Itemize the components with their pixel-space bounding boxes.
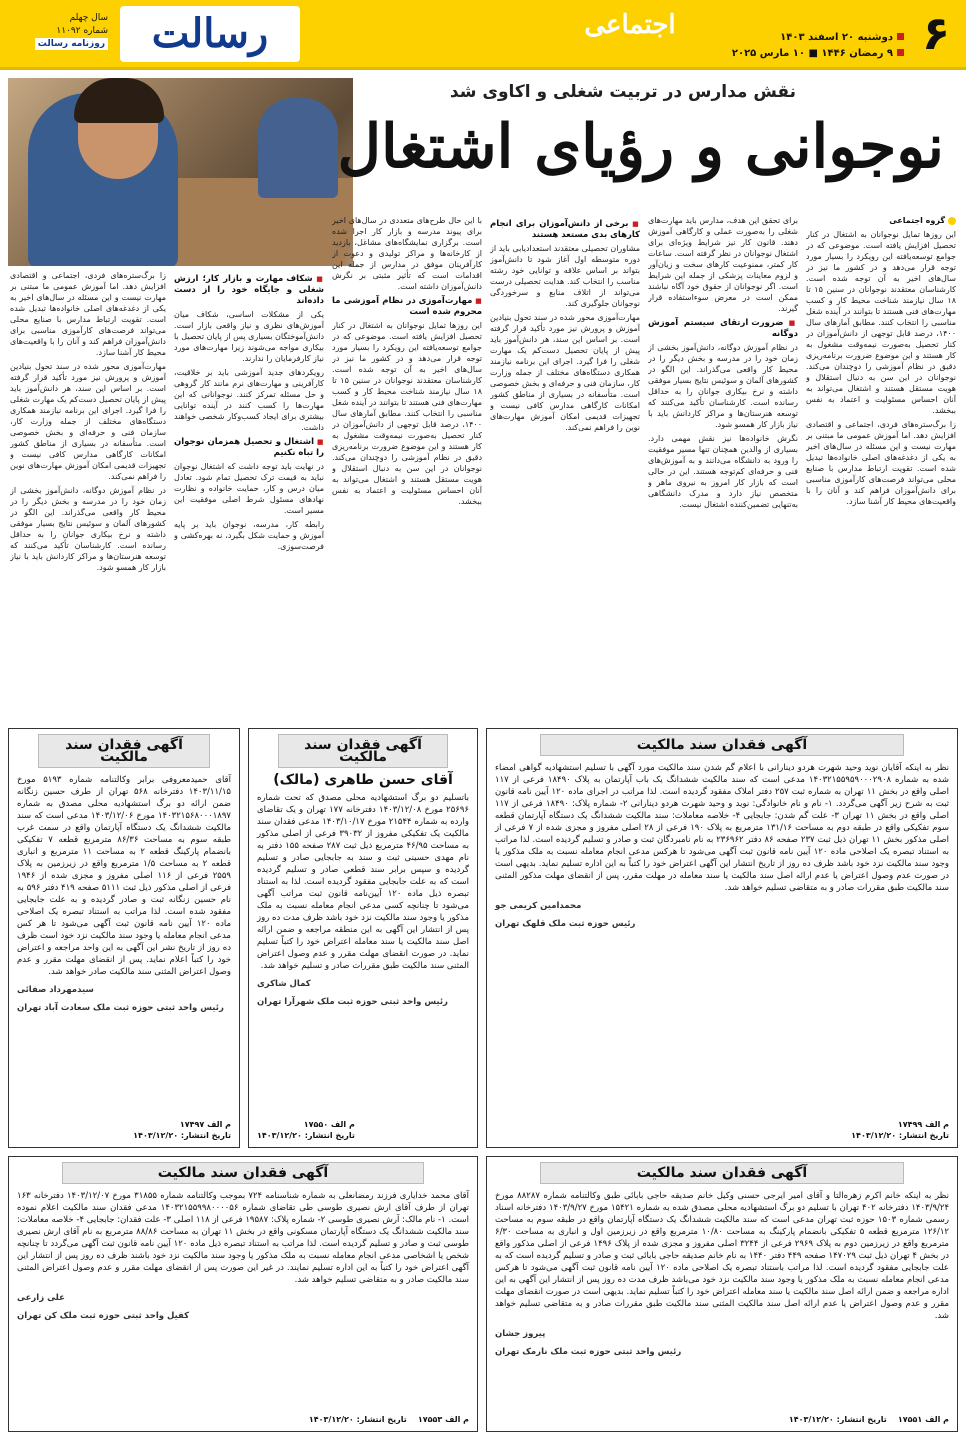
ad-signer-name: سیدمهرداد صفائی xyxy=(17,985,94,995)
ad-code: م الف ۱۷۵۵۳ xyxy=(417,1415,469,1424)
page-header xyxy=(0,0,966,70)
issue-dates xyxy=(732,30,904,62)
ad-subtitle: آقای حسن طاهری (مالک) xyxy=(273,772,453,788)
page-number: ۶ xyxy=(921,6,951,60)
column-text: این روزها تمایل نوجوانان به اشتغال در کنار تحصیل افزایش یافته است. موضوعی که در جوامع توسعه‌یافته این رویکرد را بسیار مورد توجه قرار می‌دهد و در کشور ما نیز در سال‌های اخیر به آن توجه شده است. کارشناسان معتقدند نوجوانان در سنین ۱۵ تا ۱۸ سال نیازمند شناخت محیط کار و کسب مهارت‌های فنی هستند تا بتوانند در آینده شغل مناسبی را انتخاب کنند. مطابق آمارهای سال ۱۴۰۰، درصد قابل توجهی از دانش‌آموزان در کنار تحصیل به‌صورت نیمه‌وقت مشغول به کار هستند و این موضوع ضرورت برنامه‌ریزی دقیق در نظام آموزشی را دوچندان می‌کند. نوجوانان در این سن به دنبال استقلال و هویت مستقل هستند و اشتغال می‌تواند به آنان احساس مسئولیت و اعتماد به نفس ببخشد. xyxy=(806,230,956,415)
column-text: رویکردهای جدید آموزشی باید بر خلاقیت، کارآفرینی و مهارت‌های نرم مانند کار گروهی و حل مسئله تمرکز کنند. نوجوانانی که این مهارت‌ها را کسب کنند در آینده توانایی بیشتری برای ایجاد کسب‌وکار شخصی خواهند داشت. xyxy=(174,368,324,432)
article-headline: نوجوانی و رؤیای اشتغال xyxy=(337,112,944,182)
column-text: برای تحقق این هدف، مدارس باید مهارت‌های شغلی را به‌صورت عملی و کارگاهی آموزش دهند. قانون کار نیز شرایط ویژه‌ای برای اشتغال نوجوانان در نظر گرفته است. ساعات کار کمتر، ممنوعیت کارهای سخت و زیان‌آور و لزوم معاینات پزشکی از جمله این شرایط است. اگر نوجوانان از حقوق خود آگاه نباشند ممکن است در معرض سوءاستفاده قرار گیرند. xyxy=(648,216,798,313)
legal-ad-4 xyxy=(486,1156,958,1432)
ad-footer xyxy=(257,1119,355,1141)
ad-title: آگهی فقدان سند مالکیت xyxy=(278,734,448,768)
column-text: در نهایت باید توجه داشت که اشتغال نوجوان نباید به قیمت ترک تحصیل تمام شود. تعادل میان درس و کار، حمایت خانواده و نظارت نهادهای مسئول شرط اصلی موفقیت این مسیر است. xyxy=(174,462,324,515)
ad-pub-date: تاریخ انتشار: ۱۴۰۳/۱۲/۲۰ xyxy=(851,1131,949,1140)
column-subheading: ■ ضرورت ارتقای سیستم آموزش دوگانه xyxy=(648,318,798,340)
column-subheading: ■ برخی از دانش‌آموزان برای انجام کارهای بدی مستعد هستند xyxy=(490,219,640,241)
ad-signer-name: محمدامین کریمی جو xyxy=(495,901,582,911)
ad-pub-date: تاریخ انتشار: ۱۴۰۳/۱۲/۲۰ xyxy=(257,1131,355,1140)
volume-label: سال چهلم xyxy=(69,13,108,23)
ad-pub-date: تاریخ انتشار: ۱۴۰۳/۱۲/۲۰ xyxy=(788,1415,887,1424)
mini-brand: روزنامه رسالت xyxy=(35,38,108,50)
ad-footer xyxy=(309,1414,469,1425)
article-kicker: نقش مدارس در تربیت شغلی و اکاوی شد xyxy=(449,82,796,102)
date-shamsi: دوشنبه ۲۰ اسفند ۱۴۰۳ xyxy=(780,32,893,43)
article-column-4 xyxy=(332,215,482,715)
legal-ad-1 xyxy=(486,728,958,1148)
article-column-2 xyxy=(648,215,798,715)
byline-icon xyxy=(948,217,956,225)
photo-student-hair xyxy=(74,78,164,123)
red-square-icon xyxy=(897,49,904,56)
newspaper-logo: رسالت xyxy=(120,6,300,62)
ad-body: آقای محمد خدایاری فرزند رمضانعلی به شماره شناسنامه ۷۲۴ بموجب وکالتنامه شماره ۳۱۸۵۵ مورخ ۱۴۰۳/۱۲/۰۷ دفترخانه ۱۶۳ تهران از طرف آقای ارش نصیری طوسی طی تقاضای شماره ۱۴۰۳۲۱۵۵۹۹۸۰۰۰۰۵۶ مدعی فقدان سند مالکیت اعلام نموده است. ۱- نام مالک: آرش نصیری طوسی ۲- شماره پلاک: ۱۹۵۸۷ فرعی از ۱۱۸ اصلی ۳- علت فقدان: جابجایی ۴- خلاصه معاملات: سند مالکیت ششدانگ یک دستگاه آپارتمان مسکونی واقع در بخش ۱۱ تهران به مساحت ۸۸/۸۶ مترمربع به نام آقای ارش نصیری طوسی ثبت و صادر و تسلیم گردیده است. لذا مراتب به استناد تبصره ذیل ماده ۱۲۰ آیین نامه قانون ثبت آگهی می‌گردد تا چنانچه شخص یا اشخاصی مدعی انجام معامله نسبت به ملک مذکور یا وجود سند مالکیت نزد خود باشند ظرف ده روز پس از انتشار این آگهی اعتراض خود را کتباً به این اداره تسلیم نمایند. در غیر این صورت پس از انقضای مهلت مقرر و عدم وصول اعتراض المثنی سند مالکیت صادر و به متقاضی تسلیم خواهد شد. xyxy=(17,1191,470,1285)
article-column-6 xyxy=(10,270,166,715)
legal-ad-2 xyxy=(248,728,478,1148)
ad-signer-title: رئیس واحد ثبتی حوزه ثبت ملک شهرآرا تهران xyxy=(257,997,448,1007)
ad-footer xyxy=(789,1414,949,1425)
section-title: اجتماعی xyxy=(584,10,676,40)
article-column-5 xyxy=(174,270,324,715)
issue-number: شماره ۱۱۰۹۲ xyxy=(56,26,108,36)
ad-title: آگهی فقدان سند مالکیت xyxy=(540,1162,903,1184)
column-text: این روزها تمایل نوجوانان به اشتغال در کنار تحصیل افزایش یافته است. موضوعی که در جوامع توسعه‌یافته این رویکرد را بسیار مورد توجه قرار می‌دهد و در کشور ما نیز در سال‌های اخیر به آن توجه شده است. کارشناسان معتقدند نوجوانان در سنین ۱۵ تا ۱۸ سال نیازمند شناخت محیط کار و کسب مهارت‌های فنی هستند تا بتوانند در آینده شغل مناسبی را انتخاب کنند. مطابق آمارهای سال ۱۴۰۰، درصد قابل توجهی از دانش‌آموزان در کنار تحصیل به‌صورت نیمه‌وقت مشغول به کار هستند و این موضوع ضرورت برنامه‌ریزی دقیق در نظام آموزشی را دوچندان می‌کند. نوجوانان در این سن به دنبال استقلال و هویت مستقل هستند و اشتغال می‌تواند به آنان احساس مسئولیت و اعتماد به نفس ببخشد. xyxy=(332,321,482,506)
article-author: گروه اجتماعی xyxy=(889,216,945,225)
ad-signer-name: علی زارعی xyxy=(17,1293,65,1303)
column-text: مهارت‌آموزی محور شده در سند تحول بنیادین آموزش و پرورش نیز مورد تأکید قرار گرفته است. بر اساس این سند، هر دانش‌آموز باید پیش از پایان تحصیل دست‌کم یک مهارت شغلی را فرا گیرد. اجرای این برنامه نیازمند همکاری دستگاه‌های مختلف از جمله وزارت کار، سازمان فنی و حرفه‌ای و بخش خصوصی است. متأسفانه در بسیاری از مناطق کشور امکانات کارگاهی مدارس کافی نیست و تجهیزات قدیمی امکان آموزش مهارت‌های نوین را فراهم نمی‌کند. xyxy=(490,313,640,432)
ad-body: نظر به اینکه خانم اکرم زهره‌التا و آقای امیر ایرجی حسنی وکیل خانم صدیقه حاجی بابائی طبق وکالتنامه شماره ۸۸۲۸۷ مورخ ۱۴۰۳/۹/۲۴ دفترخانه ۴۰۲ تهران با تسلیم دو برگ استشهادیه محلی مصدق شده به شماره ۱۵۴۲۱ مورخ ۱۴۰۳/۹/۲۷ دفترخانه اسناد رسمی شماره ۱۵۰۳ حوزه ثبت تهران مدعی است که سند مالکیت ششدانگ یک دستگاه آپارتمان واقع در طبقه سوم به مساحت ۱۲۶/۱۲ مترمربع قطعه ۵ تفکیکی بانضمام پارکینگ به مساحت ۱۰/۸۰ مترمربع واقع در زیرزمین اول و انباری به مساحت ۶/۳۰ مترمربع واقع در زیرزمین دوم به پلاک ۲۹۶۹ فرعی از ۳۲۴۴ اصلی مفروز و مجزی شده از پلاک ۱۴۹۶ فرعی از اصلی مذکور واقع در بخش ۴ تهران ذیل ثبت ۱۴۷۰۲۹ صفحه ۴۴۹ دفتر ۱۴۴۰ به نام خانم صدیقه حاجی بابائی ثبت و صادر و تسلیم گردیده است که به علت جابجایی مفقود گردیده است. لذا مراتب باستناد تبصره یک اصلاحی ماده ۱۲۰ آیین نامه قانون ثبت آگهی می‌شود تا هرکس مدعی انجام معامله نسبت به ملک مذکور یا وجود سند مالکیت نزد خود می‌باشد ظرف مدت ده روز پس از انتشار این آگهی به این اداره مراجعه و ضمن ارائه اصل سند مالکیت یا سند معامله اعتراض خود را کتباً تسلیم نماید. بدیهی است در صورت انقضای مهلت مقرر و عدم وصول اعتراض یا عدم ارائه اصل سند مالکیت المثنی سند مالکیت طبق مقررات صادر و به متقاضی تسلیم خواهد شد. xyxy=(495,1191,950,1321)
article-column-3 xyxy=(490,215,640,715)
article-column-1 xyxy=(806,215,956,715)
ad-pub-date: تاریخ انتشار: ۱۴۰۳/۱۲/۲۰ xyxy=(308,1415,407,1424)
red-square-icon xyxy=(897,33,904,40)
column-subheading: ■ اشتغال و تحصیل همزمان نوجوان را تباه نکنیم xyxy=(174,437,324,459)
photo-background-student xyxy=(258,98,338,198)
column-text: یکی از مشکلات اساسی، شکاف میان آموزش‌های نظری و نیاز واقعی بازار است. دانش‌آموختگان بسیاری پس از پایان تحصیل با بیکاری مواجه می‌شوند زیرا مهارت‌های مورد نیاز کارفرمایان را ندارند. xyxy=(174,310,324,363)
issue-info xyxy=(8,12,108,51)
ad-body: نظر به اینکه آقایان نوید وحید شهرت هردو دینارانی با اعلام گم شدن سند مالکیت مورد آگهی با تسلیم استشهادیه گواهی امضاء شده به شماره ۱۴۰۳۲۱۵۵۹۵۹۰۰۰۲۹۰۸ مدعی است که سند مالکیت ششدانگ یک باب آپارتمان به پلاک ۱۸۴۹۰ فرعی از ۱۱۷ اصلی واقع در بخش ۱۱ تهران به شماره ثبت ۲۵۷ دفتر املاک مفقود گردیده است. لذا مراتب در اجرای ماده ۱۲۰ آیین نامه قانون ثبت به شرح زیر آگهی می‌گردد. ۱- نام و نام خانوادگی: نوید و وحید شهرت هردو دینارانی ۲- شماره پلاک: ۱۸۴۹۰ فرعی از ۱۱۷ اصلی واقع در بخش ۱۱ تهران ۳- علت گم شدن: جابجایی ۴- خلاصه معاملات: سند مالکیت ششدانگ یک دستگاه آپارتمان قطعه سوم تفکیکی واقع در طبقه دوم به مساحت ۱۳۱/۱۶ مترمربع به پلاک ۱۹۰ فرعی از ۲۸ اصلی مفروز و مجزی شده از ۷ فرعی از اصلی مذکور بخش ۱۱ تهران ذیل ثبت ۲۳۷ صفحه ۸۶ دفتر ۲۳۶۹۶۲ به نام نامبردگان ثبت و صادر و تسلیم گردیده است. لذا مراتب به استناد تبصره یک اصلاحی ماده ۱۲۰ آیین نامه قانون ثبت آگهی می‌شود تا هرکس مدعی انجام معامله نسبت به ملک مذکور یا وجود سند مالکیت نزد خود باشد ظرف ده روز از تاریخ انتشار این آگهی اعتراض خود را کتباً به این اداره تسلیم نماید. بدیهی است در صورت عدم وصول اعتراض یا عدم ارائه اصل سند مالکیت یا سند معامله در مهلت مقرر، پس از انقضای مهلت مذکور المثنی سند مالکیت طبق مقررات صادر و به متقاضی تسلیم خواهد شد. xyxy=(495,763,950,893)
column-text: زا برگ‌ستره‌های فردی، اجتماعی و اقتصادی افزایش دهد. اما آموزش عمومی ما مبتنی بر مهارت نیست و این مسئله در سال‌های اخیر به یکی از دغدغه‌های اصلی خانواده‌ها تبدیل شده است. تقویت ارتباط مدارس با صنایع محلی می‌تواند فرصت‌های کارآموزی مناسبی برای دانش‌آموزان فراهم کند و آنان را با واقعیت‌های محیط کار آشنا سازد. xyxy=(10,271,166,357)
ad-title: آگهی فقدان سند مالکیت xyxy=(38,734,209,768)
ad-title: آگهی فقدان سند مالکیت xyxy=(62,1162,424,1184)
column-text: نگرش خانواده‌ها نیز نقش مهمی دارد. بسیاری از والدین همچنان تنها مسیر موفقیت را ورود به دانشگاه می‌دانند و به آموزش‌های فنی و حرفه‌ای کم‌توجه هستند. این در حالی است که بازار کار امروز به نیروی ماهر و متخصص نیاز دارد و مدرک دانشگاهی به‌تنهایی تضمین‌کننده اشتغال نیست. xyxy=(648,434,798,509)
article-photo xyxy=(8,78,353,266)
ad-signer-name: پیروز جشان xyxy=(495,1329,546,1339)
ad-code: م الف ۱۷۴۹۷ xyxy=(179,1120,231,1129)
legal-ad-3 xyxy=(8,728,240,1148)
ad-title: آگهی فقدان سند مالکیت xyxy=(540,734,903,756)
column-subheading: ■ شکاف مهارت و بازار کار؛ ارزش شغلی و جایگاه خود را از دست داده‌اند xyxy=(174,274,324,307)
ad-signer-title: کفیل واحد ثبتی حوزه ثبت ملک کن تهران xyxy=(17,1311,190,1321)
column-text: مشاوران تحصیلی معتقدند استعدادیابی باید از دوره متوسطه اول آغاز شود تا دانش‌آموز بتواند بر اساس علاقه و توانایی خود رشته مناسب را انتخاب کند. هدایت تحصیلی درست می‌تواند از اتلاف منابع و سرخوردگی نوجوانان جلوگیری کند. xyxy=(490,244,640,308)
ad-code: م الف ۱۷۵۵۰ xyxy=(303,1120,355,1129)
ad-signer-title: رئیس حوزه ثبت ملک قلهک تهران xyxy=(495,919,636,929)
column-text: مهارت‌آموزی محور شده در سند تحول بنیادین آموزش و پرورش نیز مورد تأکید قرار گرفته است. بر اساس این سند، هر دانش‌آموز باید پیش از پایان تحصیل دست‌کم یک مهارت شغلی را فرا گیرد. اجرای این برنامه نیازمند همکاری دستگاه‌های مختلف از جمله وزارت کار، سازمان فنی و حرفه‌ای و بخش خصوصی است. متأسفانه در بسیاری از مناطق کشور امکانات کارگاهی مدارس کافی نیست و تجهیزات قدیمی امکان آموزش مهارت‌های نوین را فراهم نمی‌کند. xyxy=(10,362,166,481)
ad-footer xyxy=(133,1119,231,1141)
legal-ad-5 xyxy=(8,1156,478,1432)
ad-footer xyxy=(851,1119,949,1141)
column-text: با این حال طرح‌های متعددی در سال‌های اخیر برای پیوند مدرسه و بازار کار اجرا شده است. برگزاری نمایشگاه‌های مشاغل، بازدید از کارخانه‌ها و مراکز تولیدی و دعوت از کارآفرینان موفق در مدارس از جمله این اقدامات است که تأثیر مثبتی بر نگرش دانش‌آموزان داشته است. xyxy=(332,216,482,291)
column-text: رابطه کار، مدرسه، نوجوان باید بر پایه آموزش و حمایت شکل بگیرد، نه بهره‌کشی و فرصت‌سوزی. xyxy=(174,520,324,551)
ad-pub-date: تاریخ انتشار: ۱۴۰۳/۱۲/۲۰ xyxy=(133,1131,231,1140)
column-text: در نظام آموزش دوگانه، دانش‌آموز بخشی از زمان خود را در مدرسه و بخش دیگر را در محیط کار واقعی می‌گذراند. این الگو در کشورهای آلمان و سوئیس نتایج بسیار موفقی داشته و نرخ بیکاری جوانان را به حداقل رسانده است. کارشناسان تأکید می‌کنند که توسعه هنرستان‌ها و مراکز کاردانش باید با نیاز بازار کار همسو شود. xyxy=(648,343,798,429)
date-other: ۹ رمضان ۱۴۴۶ ■ ۱۰ مارس ۲۰۲۵ xyxy=(731,48,893,59)
ad-signer-title: رئیس واحد ثبتی حوزه ثبت ملک نارمک تهران xyxy=(495,1347,682,1357)
column-subheading: ■ مهارت‌آموزی در نظام آموزشی ما محروم شده است xyxy=(332,296,482,318)
ad-code: م الف ۱۷۴۹۹ xyxy=(897,1120,949,1129)
ad-signer-title: رئیس واحد ثبتی حوزه ثبت ملک سعادت آباد تهران xyxy=(17,1003,224,1013)
column-text: در نظام آموزش دوگانه، دانش‌آموز بخشی از زمان خود را در مدرسه و بخش دیگر را در محیط کار واقعی می‌گذراند. این الگو در کشورهای آلمان و سوئیس نتایج بسیار موفقی داشته و نرخ بیکاری جوانان را به حداقل رسانده است. کارشناسان تأکید می‌کنند که توسعه هنرستان‌ها و مراکز کاردانش باید با نیاز بازار کار همسو شود. xyxy=(10,486,166,572)
ad-code: م الف ۱۷۵۵۱ xyxy=(897,1415,949,1424)
ad-body: آقای حمیدمعروفی برابر وکالتنامه شماره ۵۱۹۳ مورخ ۱۴۰۳/۱۱/۱۵ دفترخانه ۵۶۸ تهران از طرف حسین زنگانه ضمن ارائه دو برگ استشهادیه محلی مصدق به شماره ۱۴۰۳۲۱۵۶۸۰۰۰۱۸۹۷ مورخ ۱۴۰۳/۱۲/۰۶ مدعی است که سند مالکیت ششدانگ یک دستگاه آپارتمان واقع در سمت غرب طبقه سوم به مساحت ۸۶/۳۶ مترمربع قطعه ۷ تفکیکی بانضمام پارکینگ قطعه ۲ به مساحت ۱۱ مترمربع و انباری قطعه ۲ به مساحت ۱/۵ مترمربع واقع در زیرزمین به پلاک ۲۵۵۹ فرعی از ۱۱۶ اصلی مفروز و مجزی شده از ۱۹۴۶ فرعی از اصلی مذکور ذیل ثبت ۵۱۱۱ صفحه ۴۱۹ دفتر ۵۹۶ به نام حسین زنگانه ثبت و صادر گردیده و به علت جابجایی مفقود شده است. لذا مراتب به استناد تبصره یک اصلاحی ماده ۱۲۰ آیین نامه قانون ثبت آگهی می‌شود تا هر کس مدعی انجام معامله یا وجود سند مالکیت نزد خود است ظرف ده روز از تاریخ نشر این آگهی به این واحد مراجعه و اعتراض خود را کتباً اعلام نماید. پس از انقضای مهلت مقرر و عدم وصول اعتراض المثنی سند مالکیت صادر خواهد شد. xyxy=(17,775,232,977)
ad-signer-name: کمال شاکری xyxy=(257,979,311,989)
ad-body: باتسلیم دو برگ استشهادیه محلی مصدق که تحت شماره ۲۵۶۹۶ مورخ ۱۴۰۳/۱۲/۰۸ دفترخانه ۱۷۷ تهران و یک تقاضای وارده به شماره ۲۱۵۴۴ مورخ ۱۴۰۳/۱۰/۱۷ مدعی فقدان سند مالکیت یک تفکیکی مفروز از ۳۹۰۳۲ فرعی از اصلی مذکور به مساحت ۴۶/۹۵ مترمربع ذیل ثبت ۲۸۷ صفحه ۱۵۵ دفتر به نام مهدی حسینی ثبت و سند به جابجایی صادر و تسلیم گردیده و سپس برابر سند قطعی صادر و تسلیم گردیده است که به علت جابجایی مفقود گردیده است. لذا به استناد تبصره ذیل ماده ۱۲۰ آیین‌نامه قانون ثبت مراتب آگهی می‌شود تا چنانچه کسی مدعی انجام معامله نسبت به ملک مذکور یا وجود سند مالکیت نزد خود باشد ظرف مدت ده روز پس از انتشار این آگهی به این منطقه مراجعه و ضمن ارائه اصل سند مالکیت یا سند معامله اعتراض خود را کتباً تسلیم نماید. در صورت انقضای مهلت مقرر و عدم وصول اعتراض المثنی سند مالکیت طبق مقررات صادر و تسلیم خواهد شد. xyxy=(257,793,469,971)
column-text: زا برگ‌ستره‌های فردی، اجتماعی و اقتصادی افزایش دهد. اما آموزش عمومی ما مبتنی بر مهارت نیست و این مسئله در سال‌های اخیر به یکی از دغدغه‌های اصلی خانواده‌ها تبدیل شده است. تقویت ارتباط مدارس با صنایع محلی می‌تواند فرصت‌های کارآموزی مناسبی برای دانش‌آموزان فراهم کند و آنان را با واقعیت‌های محیط کار آشنا سازد. xyxy=(806,420,956,506)
